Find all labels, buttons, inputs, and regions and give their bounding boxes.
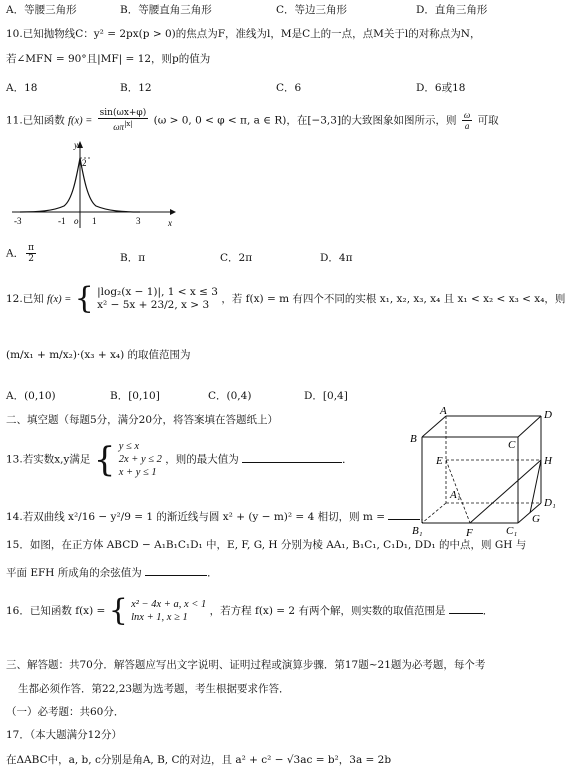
peak-label: 2 [82,158,87,168]
cube-label-b1: B₁ [412,525,423,537]
q10-option-d: D．6或18 [416,82,466,94]
x-axis-arrow [170,209,176,215]
q11-condition: (ω > 0, 0 < φ < π, a ∈ R)，在[−3,3]的大致图象如图所示，则 [153,114,457,127]
q13-constraints [119,440,162,479]
q9-option-a: A．等腰三角形 [6,4,77,16]
q11-option-b: B．π [120,252,146,264]
q10-line2: 若∠MFN = 90°且|MF| = 12，则p的值为 [6,53,211,65]
q12-prefix: 12.已知 [6,293,44,305]
q17-text: 在ΔABC中，a, b, c分别是角A, B, C的对边，且 a² + c² − √3ac = b²，3a = 2b [6,754,392,766]
q11-func-denominator: ωπ [113,122,125,132]
q11-option-a-prefix: A． [6,247,25,260]
q9-option-d: D．直角三角形 [416,4,488,16]
tick-neg3: -3 [14,216,22,226]
q9-option-b: B．等腰直角三角形 [120,4,212,16]
cube-label-d: D [544,409,552,421]
q11-option-c: C．2π [220,252,253,264]
q11-func-den-exp: |x| [124,120,133,128]
q13-answer-blank[interactable] [242,462,342,463]
q13-c2: 2x + y ≤ 2 [118,454,162,465]
q12-option-d: D．[0,4] [304,390,348,402]
q11-line [6,108,499,133]
q13-c1: y ≤ x [118,441,140,452]
q12-option-c: C．(0,4) [208,390,252,402]
q13-c3: x + y ≤ 1 [118,467,157,478]
q12-mid: ，若 f(x) = m 有四个不同的实根 x₁, x₂, x₃, x₄ 且 x₁ < x₂ < x₃ < x₄，则 [221,293,565,305]
q16-prefix: 16．已知函数 f(x) = [6,605,106,617]
q9-option-c: C．等边三角形 [276,4,348,16]
q16-case2: lnx + 1, x ≥ 1 [131,612,188,623]
tick-3: 3 [136,216,141,226]
q10-option-c: C．6 [276,82,302,94]
cube-label-a1: A₁ [450,489,461,501]
section2-title: 二、填空题（每题5分，满分20分，将答案填在答题纸上） [6,414,279,426]
q16-line: 16．已知函数 f(x) = { x² − 4x + a, x < 1 lnx + 1, x ≥ 1 ，若方程 f(x) = 2 有两个解，则实数的取值范围是 ． [6,593,494,628]
q15-line2-wrap: 平面 EFH 所成角的余弦值为 ． [6,567,218,579]
q12-line2: (m/x₁ + m/x₂)·(x₃ + x₄) 的取值范围为 [6,349,191,361]
cube-label-b: B [410,433,417,445]
q14-text: 14.若双曲线 x²/16 − y²/9 = 1 的渐近线与圆 x² + (y − m)² = 4 相切，则 m = [6,511,386,523]
q16-case1: x² − 4x + a, x < 1 [131,599,207,610]
q11-prefix: 11.已知函数 [6,114,65,127]
q10-line1: 10.已知抛物线C：y² = 2px(p > 0)的焦点为F，准线为l，M是C上的一点，点M关于l的对称点为N， [6,28,481,40]
cube-label-g: G [532,513,540,525]
q16-suffix: ，若方程 f(x) = 2 有两个解，则实数的取值范围是 [209,605,446,617]
tick-1: 1 [92,216,97,226]
q16-answer-blank[interactable] [449,613,483,614]
q11-ratio-den: a [464,121,470,131]
q12-piecewise [97,286,218,312]
q11-option-a [6,243,38,264]
q13-prefix: 13.若实数x,y满足 [6,453,91,466]
q11-graph [8,140,178,232]
cube-figure [408,404,554,540]
q11-ratio-num: ω [463,110,471,120]
section3-line2: 生都必须作答．第22,23题为选考题，考生根据要求作答． [18,683,290,695]
y-axis-label: y [74,140,78,150]
q15-line2: 平面 EFH 所成角的余弦值为 [6,567,142,579]
q13-suffix: ，则的最大值为 [165,453,239,466]
q17-title: 17．（本大题满分12分） [6,729,122,741]
tick-origin: o [74,216,79,226]
q12-option-b: B．[0,10] [110,390,160,402]
q15-answer-blank[interactable] [145,575,207,576]
q12-case2: x² − 5x + 23/2, x > 3 [97,299,210,311]
q11-ratio [462,110,472,131]
q11-suffix: 可取 [477,114,499,127]
q12-option-a: A．(0,10) [6,390,56,402]
q14-line: 14.若双曲线 x²/16 − y²/9 = 1 的渐近线与圆 x² + (y − m)² = 4 相切，则 m = ． [6,511,431,523]
cube-label-e: E [436,455,443,467]
x-axis-label: x [168,218,172,228]
q12-case1: |log₂(x − 1)|, 1 < x ≤ 3 [97,286,218,298]
q11-func-fraction [98,108,149,133]
q10-option-b: B．12 [120,82,152,94]
section3-line1: 三、解答题：共70分．解答题应写出文字说明、证明过程或演算步骤．第17题~21题为必考题，每个考 [6,659,486,671]
q11-func-lhs: f(x) = [68,115,93,127]
q15-line1: 15．如图，在正方体 ABCD − A₁B₁C₁D₁ 中，E, F, G, H 分别为棱 AA₁, B₁C₁, C₁D₁, DD₁ 的中点，则 GH 与 [6,539,527,551]
q11-func-numerator: sin(ωx+φ) [99,108,147,118]
cube-label-f: F [466,527,473,539]
tick-neg1: -1 [58,216,66,226]
q12-line1: 12.已知 f(x) = { |log₂(x − 1)|, 1 < x ≤ 3 x² − 5x + 23/2, x > 3 ，若 f(x) = m 有四个不同的实根 x₁, x₂, x₃, x₄ 且 x₁ < x₂ < x₃ < x₄，则 [6,281,565,316]
cube-label-c: C [508,439,516,451]
cube-label-c1: C₁ [506,525,518,537]
q13-line: 13.若实数x,y满足 { y ≤ x 2x + y ≤ 2 x + y ≤ 1 ，则的最大值为 ． [6,439,353,480]
q11-option-a-den: 2 [28,254,34,264]
q11-option-a-num: π [28,243,35,253]
cube-label-h: H [544,455,552,467]
q16-piecewise [131,598,206,624]
cube-label-a: A [440,405,447,417]
cube-label-d1: D₁ [544,497,556,509]
part1-title: （一）必考题：共60分． [6,706,125,718]
q11-option-d: D．4π [320,252,353,264]
q10-option-a: A．18 [6,82,38,94]
